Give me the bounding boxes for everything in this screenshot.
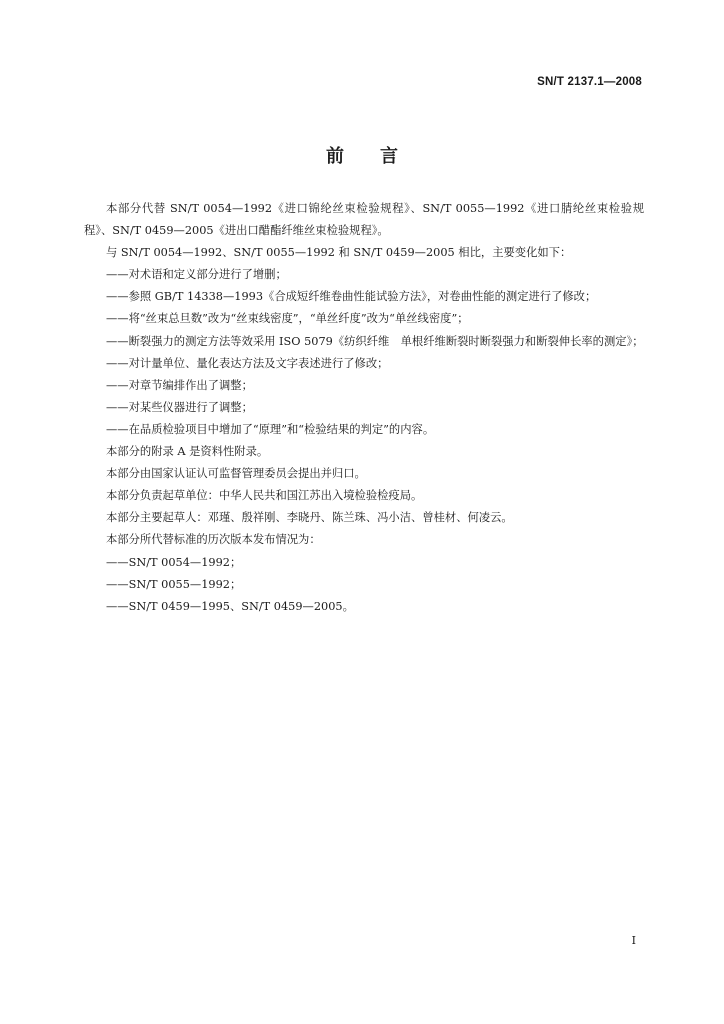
list-item-change: ——对章节编排作出了调整； xyxy=(106,378,253,392)
page-title: 前言 xyxy=(326,146,434,167)
paragraph-proposer: 本部分由国家认证认可监督管理委员会提出并归口。 xyxy=(106,467,366,481)
list-item-change: ——在品质检验项目中增加了“原理”和“检验结果的判定”的内容。 xyxy=(106,422,435,436)
paragraph-history-intro: 本部分所代替标准的历次版本发布情况为： xyxy=(106,533,321,547)
list-item-change: ——对某些仪器进行了调整； xyxy=(106,400,253,414)
list-item-change: ——断裂强力的测定方法等效采用 ISO 5079《纺织纤维 单根纤维断裂时断裂强力和断裂伸长率的测定》； xyxy=(106,334,644,348)
list-item-change: ——对计量单位、量化表达方法及文字表述进行了修改； xyxy=(106,356,389,370)
paragraph-annex: 本部分的附录 A 是资料性附录。 xyxy=(106,445,269,459)
list-item-change: ——将“丝束总旦数”改为“丝束线密度”，“单丝纤度”改为“单丝线密度”； xyxy=(106,312,469,326)
paragraph-changes-intro: 与 SN/T 0054—1992、SN/T 0055—1992 和 SN/T 0459—2005 相比，主要变化如下： xyxy=(106,246,572,260)
page-number: I xyxy=(631,934,636,947)
list-item-change: ——对术语和定义部分进行了增删； xyxy=(106,268,287,282)
list-item-change: ——参照 GB/T 14338—1993《合成短纤维卷曲性能试验方法》，对卷曲性能的测定进行了修改； xyxy=(106,290,597,304)
preface-body xyxy=(84,198,644,618)
paragraph-drafters: 本部分主要起草人：邓瑾、殷祥刚、李晓丹、陈兰珠、冯小洁、曾桂材、何凌云。 xyxy=(106,511,513,525)
list-item-history: ——SN/T 0055—1992； xyxy=(106,577,242,591)
paragraph-replaces: 本部分代替 SN/T 0054—1992《进口锦纶丝束检验规程》、SN/T 0055—1992《进口腈纶丝束检验规程》、SN/T 0459—2005《进出口醋酯纤维丝束检验规程》。 xyxy=(84,202,644,238)
list-item-history: ——SN/T 0459—1995、SN/T 0459—2005。 xyxy=(106,599,354,613)
list-item-history: ——SN/T 0054—1992； xyxy=(106,555,242,569)
standard-number: SN/T 2137.1—2008 xyxy=(537,76,642,88)
paragraph-drafting-unit: 本部分负责起草单位：中华人民共和国江苏出入境检验检疫局。 xyxy=(106,489,423,503)
